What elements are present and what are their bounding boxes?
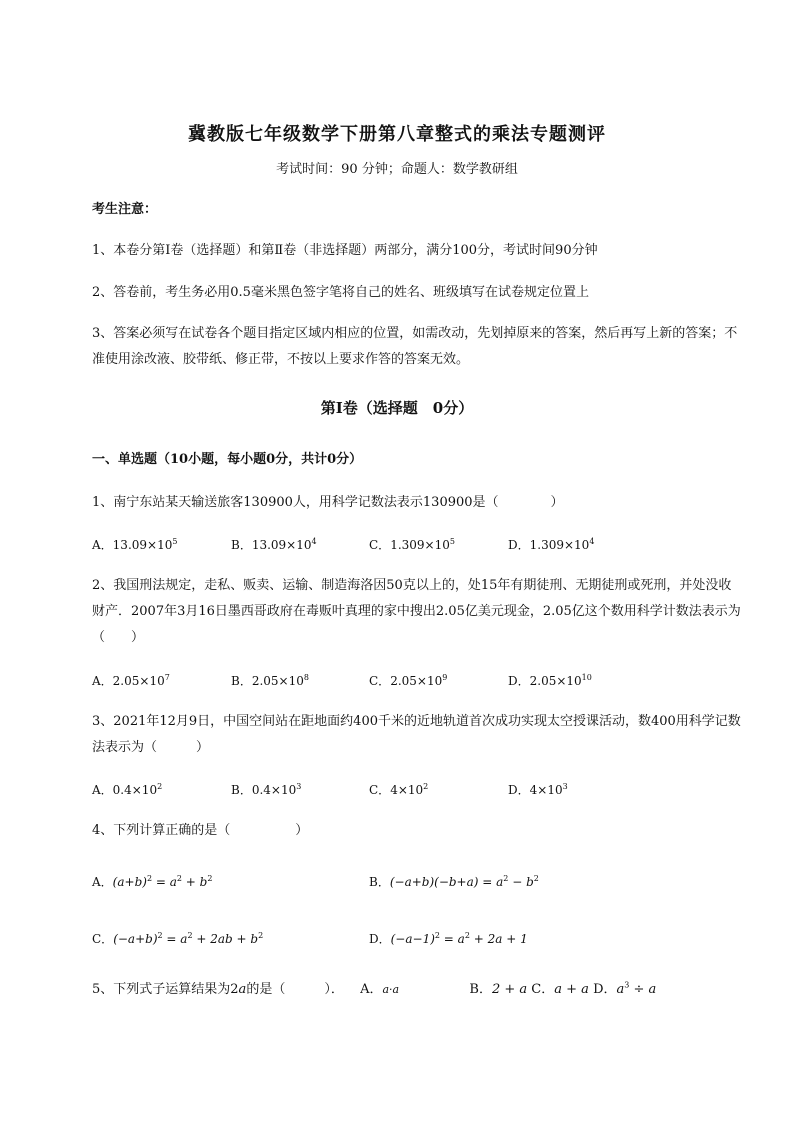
- question-5: [92, 977, 742, 1003]
- option-exponent: 2: [146, 874, 153, 883]
- page-title: 冀教版七年级数学下册第八章整式的乘法专题测评: [188, 124, 606, 145]
- option-label: D．: [508, 674, 530, 688]
- question-1-stem: 1、南宁东站某天输送旅客130900人，用科学记数法表示130900是（ ）: [92, 495, 564, 510]
- question-4-options-row2: [92, 930, 742, 952]
- option-exponent: 2: [207, 874, 213, 883]
- page-subtitle: 考试时间：90 分钟；命题人：数学教研组: [276, 162, 518, 177]
- option-label: C．: [369, 538, 391, 552]
- option-c[interactable]: [369, 672, 447, 689]
- option-exponent: 7: [164, 673, 170, 682]
- option-exponent: 2: [187, 931, 193, 940]
- notice-item-2: 2、答卷前，考生务必用0.5毫米黑色签字笔将自己的姓名、班级填写在试卷规定位置上: [92, 285, 589, 300]
- option-value: 2.05×10: [112, 674, 165, 688]
- option-value: a: [616, 982, 625, 997]
- option-exponent: 5: [449, 537, 455, 546]
- question-2-stem: 2、我国刑法规定，走私、贩卖、运输、制造海洛因50克以上的，处15年有期徒刑、无期徒刑或死刑，并处没收财产．2007年3月16日墨西哥政府在毒贩叶真理的家中搜出2.05亿美元现金，2.05亿这个数用科学计数法表示为（ ）: [92, 578, 741, 645]
- option-value: a + a: [554, 982, 589, 997]
- option-label: D．: [508, 783, 530, 797]
- notice-item-3: 3、答案必须写在试卷各个题目指定区域内相应的位置，如需改动，先划掉原来的答案，然后再写上新的答案；不准使用涂改液、胶带纸、修正带，不按以上要求作答的答案无效。: [92, 326, 738, 367]
- option-label: B．: [231, 674, 252, 688]
- option-value: 0.4×10: [112, 783, 158, 797]
- option-d[interactable]: [369, 930, 528, 947]
- option-d[interactable]: [508, 672, 592, 689]
- option-a[interactable]: [92, 536, 177, 553]
- option-value: = a: [152, 875, 177, 889]
- option-exponent: 9: [442, 673, 448, 682]
- section-title: 第Ⅰ卷（选择题 0分）: [320, 399, 474, 417]
- option-exponent: 2: [258, 931, 264, 940]
- question-3-options: [92, 781, 742, 803]
- option-b[interactable]: [469, 982, 527, 997]
- option-exponent: 2: [434, 931, 440, 940]
- option-exponent: 2: [533, 874, 539, 883]
- option-value: 4×10: [529, 783, 563, 797]
- question-3-stem: 3、2021年12月9日，中国空间站在距地面约400千米的近地轨道首次成功实现太空授课活动，数400用科学记数法表示为（ ）: [92, 714, 741, 755]
- notice-item-1: 1、本卷分第Ⅰ卷（选择题）和第Ⅱ卷（非选择题）两部分，满分100分，考试时间90分钟: [92, 243, 598, 258]
- option-b[interactable]: [231, 672, 309, 689]
- option-value: (−a+b): [113, 932, 158, 946]
- option-a[interactable]: [92, 873, 212, 890]
- option-value: a·a: [382, 983, 400, 996]
- option-value: 0.4×10: [251, 783, 297, 797]
- option-value: + b: [181, 875, 208, 889]
- option-label: C．: [369, 783, 391, 797]
- option-exponent: 2: [464, 931, 470, 940]
- option-label: B．: [469, 982, 492, 997]
- option-d[interactable]: [593, 982, 656, 997]
- option-exponent: 2: [176, 874, 182, 883]
- option-c[interactable]: [369, 781, 428, 798]
- option-value: + 2ab + b: [192, 932, 259, 946]
- option-label: A．: [92, 875, 113, 889]
- option-a[interactable]: [360, 982, 399, 997]
- option-value: = a: [162, 932, 188, 946]
- option-b[interactable]: [231, 781, 301, 798]
- question-4-options-row1: [92, 873, 742, 895]
- option-label: B．: [369, 875, 390, 889]
- option-value: 4×10: [390, 783, 424, 797]
- option-label: D．: [369, 932, 391, 946]
- option-c[interactable]: [369, 536, 455, 553]
- option-b[interactable]: [369, 873, 539, 890]
- option-exponent: 4: [311, 537, 317, 546]
- option-label: B．: [231, 783, 252, 797]
- option-exponent: 3: [624, 980, 630, 990]
- option-exponent: 3: [296, 782, 302, 791]
- option-exponent: 2: [503, 874, 509, 883]
- option-label: D．: [593, 982, 617, 997]
- question-1-options: [92, 536, 742, 558]
- option-a[interactable]: [92, 672, 170, 689]
- part-title: 一、单选题（10小题，每小题0分，共计0分）: [92, 452, 363, 467]
- option-label: C．: [369, 674, 391, 688]
- option-label: D．: [508, 538, 530, 552]
- question-4-stem: 4、下列计算正确的是（ ）: [92, 823, 309, 838]
- option-d[interactable]: [508, 781, 568, 798]
- option-label: C．: [92, 932, 114, 946]
- option-value: (−a−1): [390, 932, 435, 946]
- option-d[interactable]: [508, 536, 594, 553]
- option-exponent: 3: [562, 782, 568, 791]
- option-label: A．: [92, 783, 113, 797]
- option-label: B．: [231, 538, 252, 552]
- option-value: − b: [508, 875, 534, 889]
- option-label: C．: [531, 982, 555, 997]
- option-exponent: 10: [581, 673, 592, 682]
- option-exponent: 8: [303, 673, 309, 682]
- option-exponent: 4: [589, 537, 595, 546]
- option-exponent: 2: [423, 782, 429, 791]
- option-label: A．: [360, 982, 383, 997]
- option-value: 13.09×10: [112, 538, 173, 552]
- question-5-stem: 5、下列式子运算结果为2a的是（ ）．: [92, 982, 344, 997]
- option-label: A．: [92, 674, 113, 688]
- option-value: 2.05×10: [529, 674, 582, 688]
- option-label: A．: [92, 538, 113, 552]
- option-value: 2.05×10: [251, 674, 304, 688]
- option-value: 1.309×10: [390, 538, 450, 552]
- question-2-options: [92, 672, 742, 694]
- notice-heading: 考生注意：: [92, 202, 158, 217]
- option-exponent: 2: [157, 782, 163, 791]
- option-value: + 2a + 1: [469, 932, 528, 946]
- option-c[interactable]: [531, 982, 589, 997]
- option-exponent: 2: [157, 931, 163, 940]
- option-b[interactable]: [231, 536, 317, 553]
- option-value: = a: [439, 932, 465, 946]
- option-value: ÷ a: [629, 982, 657, 997]
- option-exponent: 5: [172, 537, 178, 546]
- option-value: 13.09×10: [251, 538, 312, 552]
- option-value: 2 + a: [491, 982, 528, 997]
- option-value: 1.309×10: [529, 538, 590, 552]
- option-value: (−a+b)(−b+a) = a: [389, 875, 504, 889]
- option-a[interactable]: [92, 781, 162, 798]
- option-value: (a+b): [112, 875, 147, 889]
- option-c[interactable]: [92, 930, 263, 947]
- option-value: 2.05×10: [390, 674, 443, 688]
